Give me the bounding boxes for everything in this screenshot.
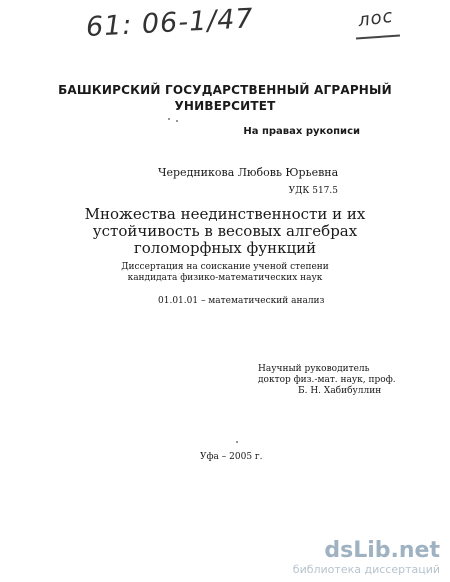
manuscript-rights-label: На правах рукописи (243, 126, 360, 137)
corner-mark-underline (356, 34, 400, 39)
dslib-watermark[interactable] (293, 539, 440, 576)
scientific-advisor (258, 364, 396, 397)
title-line-1: Множества неединственности и их (84, 205, 366, 223)
title-line-2: устойчивость в весовых алгебрах (92, 222, 358, 240)
specialty-code: 01.01.01 – математический анализ (158, 296, 325, 306)
scan-speck (168, 118, 170, 120)
advisor-label: Научный руководитель (258, 364, 370, 374)
degree-note-line-1: Диссертация на соискание ученой степени (121, 262, 329, 272)
university-line-2: УНИВЕРСИТЕТ (174, 99, 276, 113)
scan-speck (176, 120, 178, 122)
scan-speck (236, 441, 238, 443)
degree-note (0, 262, 450, 284)
city-and-year: Уфа – 2005 г. (200, 452, 263, 462)
archive-number-handwritten: 61: 06-1/47 (85, 3, 255, 43)
corner-handwritten-mark: лос (356, 5, 395, 32)
advisor-degree: доктор физ.-мат. наук, проф. (258, 375, 396, 385)
dslib-logo: dsLib.net (324, 538, 440, 563)
udk-code: УДК 517.5 (288, 186, 338, 196)
author-name: Чередникова Любовь Юрьевна (158, 166, 339, 179)
university-name (0, 82, 450, 114)
university-line-1: БАШКИРСКИЙ ГОСУДАРСТВЕННЫЙ АГРАРНЫЙ (58, 83, 392, 97)
title-line-3: голоморфных функций (133, 239, 317, 257)
degree-note-line-2: кандидата физико-математических наук (127, 273, 323, 283)
dissertation-title (0, 206, 450, 257)
advisor-name: Б. Н. Хабибуллин (298, 386, 382, 396)
dslib-tagline: библиотека диссертаций (292, 563, 440, 576)
